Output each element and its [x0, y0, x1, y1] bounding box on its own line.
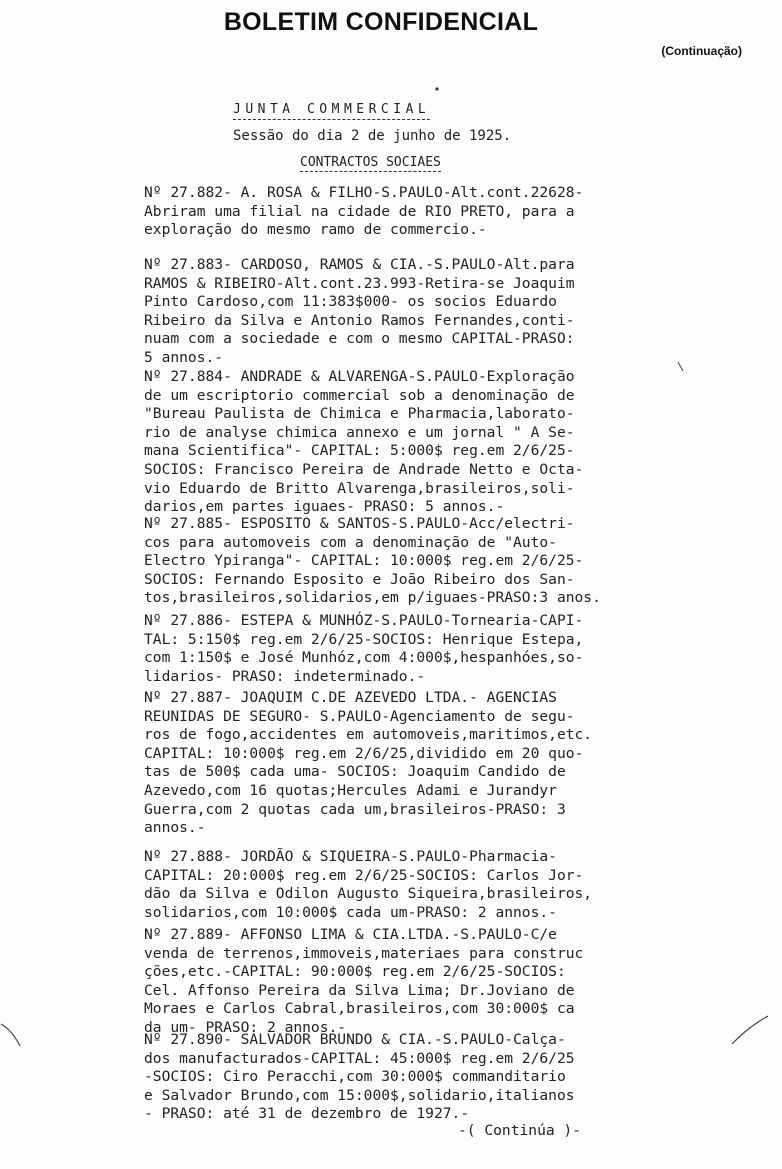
entry-line: cos para automoveis com a denominação de "Auto-	[144, 533, 557, 551]
section-heading: JUNTA COMMERCIAL	[233, 102, 430, 120]
entry-line: Nº 27.889- AFFONSO LIMA & CIA.LTDA.-S.PAULO-C/e	[144, 926, 557, 943]
entry-line: - PRASO: até 31 de dezembro de 1927.-	[144, 1105, 470, 1123]
contract-entry	[144, 689, 644, 838]
entry-line: SOCIOS: Francisco Pereira de Andrade Netto e Octa-	[144, 460, 584, 478]
continuation-label-bottom: -( Continúa )-	[458, 1122, 582, 1139]
entry-line: Guerra,com 2 quotas cada um,brasileiros-PRASO: 3	[144, 800, 566, 818]
entry-line: Nº 27.890- SALVADOR BRUNDO & CIA.-S.PAULO-Calça-	[144, 1031, 566, 1048]
entry-line: RAMOS & RIBEIRO-Alt.cont.23.993-Retira-se Joaquim	[144, 274, 575, 292]
entry-line: exploração do mesmo ramo de commercio.-	[144, 221, 487, 239]
entry-line: tos,brasileiros,solidarios,em p/iguaes-PRASO:3 anos.	[144, 589, 601, 607]
contract-entry	[144, 256, 644, 368]
entry-line: SOCIOS: Fernando Esposito e João Ribeiro dos San-	[144, 570, 575, 588]
entry-line: lidarios- PRASO: indeterminado.-	[144, 667, 426, 685]
entry-line: "Bureau Paulista de Chimica e Pharmacia,laborato-	[144, 405, 575, 423]
contract-entry	[144, 612, 644, 686]
entry-line: CAPITAL: 20:000$ reg.em 2/6/25-SOCIOS: Carlos Jor-	[144, 866, 584, 884]
entry-line: 5 annos.-	[144, 348, 224, 366]
entry-line: REUNIDAS DE SEGURO- S.PAULO-Agenciamento de segu-	[144, 707, 575, 725]
entry-line: Abriram uma filial na cidade de RIO PRETO, para a	[144, 202, 575, 220]
entry-line: Nº 27.888- JORDÃO & SIQUEIRA-S.PAULO-Pharmacia-	[144, 848, 557, 865]
bulletin-title: BOLETIM CONFIDENCIAL	[223, 8, 539, 36]
entry-line: Ribeiro da Silva e Antonio Ramos Fernandes,conti-	[144, 311, 575, 329]
scan-mark-dot	[434, 86, 440, 92]
entry-line: -SOCIOS: Ciro Peracchi,com 30:000$ commanditario	[144, 1068, 566, 1086]
entry-line: Nº 27.885- ESPOSITO & SANTOS-S.PAULO-Acc/electri-	[144, 515, 575, 532]
entry-line: ros de fogo,accidentes em automoveis,maritimos,etc.	[144, 726, 593, 744]
entry-line: de um escriptorio commercial sob a denominação de	[144, 386, 575, 404]
entry-line: com 1:150$ e José Munhóz,com 4:000$,hespanhóes,so-	[144, 649, 584, 667]
entry-line: dos manufacturados-CAPITAL: 45:000$ reg.em 2/6/25	[144, 1049, 575, 1067]
entry-line: da um- PRASO: 2 annos.-	[144, 1018, 347, 1036]
entry-line: Moraes e Carlos Cabral,brasileiros,com 30:000$ ca	[144, 1000, 575, 1018]
scan-mark-stroke-left	[0, 1020, 24, 1050]
entry-line: Nº 27.886- ESTEPA & MUNHÓZ-S.PAULO-Tornearia-CAPI-	[144, 612, 584, 629]
entry-line: Cel. Affonso Pereira da Silva Lima; Dr.Joviano de	[144, 981, 575, 999]
entry-line: TAL: 5:150$ reg.em 2/6/25-SOCIOS: Henrique Estepa,	[144, 630, 584, 648]
session-date: Sessão do dia 2 de junho de 1925.	[233, 128, 512, 144]
contract-entry	[144, 1031, 644, 1124]
entry-line: darios,em partes iguaes- PRASO: 5 annos.-	[144, 498, 505, 516]
contract-entry	[144, 184, 644, 240]
entry-line: solidarios,com 10:000$ cada um-PRASO: 2 annos.-	[144, 903, 557, 921]
scan-mark-tick	[676, 360, 686, 374]
entry-line: Nº 27.887- JOAQUIM C.DE AZEVEDO LTDA.- AGENCIAS	[144, 689, 557, 706]
contract-entry	[144, 848, 644, 922]
contract-entry	[144, 515, 644, 608]
entry-line: annos.-	[144, 819, 206, 837]
entry-line: e Salvador Brundo,com 15:000$,solidario,italianos	[144, 1086, 575, 1104]
entry-line: rio de analyse chimica annexo e um jornal " A Se-	[144, 423, 575, 441]
entry-line: nuam com a sociedade e com o mesmo CAPITAL-PRASO:	[144, 330, 575, 348]
entry-line: Nº 27.882- A. ROSA & FILHO-S.PAULO-Alt.cont.22628-	[144, 184, 584, 201]
entry-line: mana Scientifica"- CAPITAL: 5:000$ reg.em 2/6/25-	[144, 442, 575, 460]
entry-line: tas de 500$ cada uma- SOCIOS: Joaquim Candido de	[144, 763, 566, 781]
entry-line: vio Eduardo de Britto Alvarenga,brasileiros,soli-	[144, 479, 575, 497]
entry-line: Nº 27.884- ANDRADE & ALVARENGA-S.PAULO-Exploração	[144, 368, 575, 385]
entry-line: Nº 27.883- CARDOSO, RAMOS & CIA.-S.PAULO-Alt.para	[144, 256, 575, 273]
entry-line: Azevedo,com 16 quotas;Hercules Adami e Jurandyr	[144, 781, 557, 799]
entry-line: Electro Ypiranga"- CAPITAL: 10:000$ reg.em 2/6/25-	[144, 552, 584, 570]
entry-line: ções,etc.-CAPITAL: 90:000$ reg.em 2/6/25-SOCIOS:	[144, 963, 566, 981]
contract-entry	[144, 926, 644, 1038]
contract-entry	[144, 368, 644, 517]
continuation-label-top: (Continuação)	[661, 44, 742, 58]
entry-line: venda de terrenos,immoveis,materiaes para construc	[144, 944, 584, 962]
entry-line: dão da Silva e Odilon Augusto Siqueira,brasileiros,	[144, 885, 593, 903]
entry-line: CAPITAL: 10:000$ reg.em 2/6/25,dividido em 20 quo-	[144, 744, 584, 762]
entry-line: Pinto Cardoso,com 11:383$000- os socios Eduardo	[144, 293, 557, 311]
scan-mark-stroke-right	[730, 1012, 770, 1048]
section-subheading: CONTRACTOS SOCIAES	[300, 155, 441, 170]
